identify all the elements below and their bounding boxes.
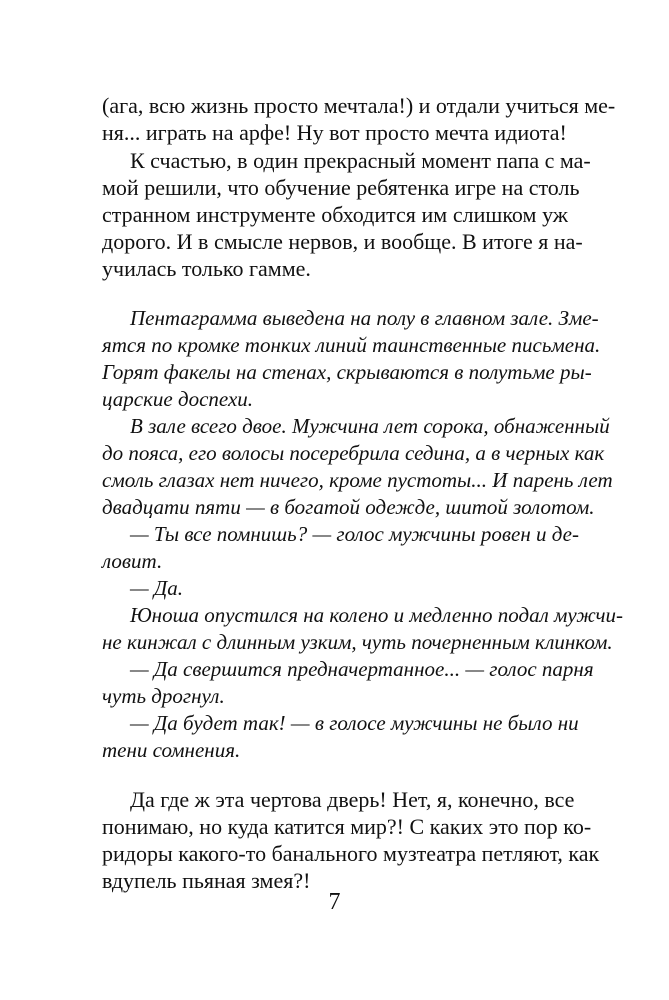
text-line: ридоры какого-то банального музтеатра петляют, как xyxy=(102,841,600,866)
text-line: дорого. И в смысле нервов, и вообще. В итоге я на- xyxy=(102,229,583,254)
page-number: 7 xyxy=(328,889,341,915)
text-line: смоль глазах нет ничего, кроме пустоты... И парень лет xyxy=(102,468,613,492)
text-line: странном инструменте обходится им слишком уж xyxy=(102,202,568,227)
text-line: — Да будет так! — в голосе мужчины не было ни xyxy=(130,711,579,735)
text-line: Горят факелы на стенах, скрываются в полутьме ры- xyxy=(102,360,592,384)
text-line: Пентаграмма выведена на полу в главном зале. Зме- xyxy=(130,306,599,330)
text-line: К счастью, в один прекрасный момент папа с ма- xyxy=(130,148,591,173)
text-line: до пояса, его волосы посеребрила седина, а в черных как xyxy=(102,441,605,465)
text-line: понимаю, но куда катится мир?! С каких это пор ко- xyxy=(102,814,592,839)
text-line: училась только гамме. xyxy=(102,256,311,281)
text-line: Да где ж эта чертова дверь! Нет, я, конечно, все xyxy=(130,787,575,812)
text-line: — Ты все помнишь? — голос мужчины ровен и де- xyxy=(130,522,579,546)
text-line: ловит. xyxy=(102,549,163,573)
text-line: — Да. xyxy=(130,576,184,600)
text-line: (ага, всю жизнь просто мечтала!) и отдали учиться ме- xyxy=(102,93,616,118)
text-line: ятся по кромке тонких линий таинственные письмена. xyxy=(102,333,601,357)
text-line: Юноша опустился на колено и медленно подал мужчи- xyxy=(130,603,623,627)
text-line: ня... играть на арфе! Ну вот просто мечта идиота! xyxy=(102,120,567,145)
text-line: тени сомнения. xyxy=(102,738,241,762)
text-line: В зале всего двое. Мужчина лет сорока, обнаженный xyxy=(130,414,610,438)
text-line: вдупель пьяная змея?! xyxy=(102,868,311,893)
text-line: — Да свершится предначертанное... — голос парня xyxy=(130,657,594,681)
text-line: двадцати пяти — в богатой одежде, шитой золотом. xyxy=(102,495,595,519)
text-line: мой решили, что обучение ребятенка игре на столь xyxy=(102,175,580,200)
text-line: царские доспехи. xyxy=(102,387,254,411)
text-line: чуть дрогнул. xyxy=(102,684,225,708)
text-line: не кинжал с длинным узким, чуть почерненным клинком. xyxy=(102,630,613,654)
